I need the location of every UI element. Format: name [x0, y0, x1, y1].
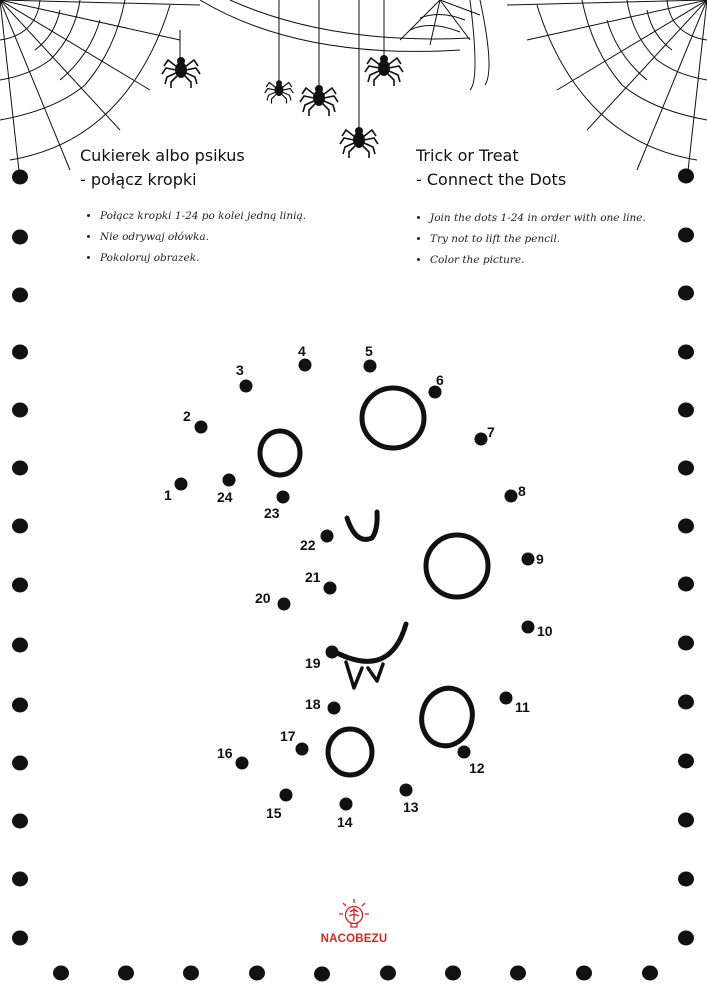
dot-label: 24: [217, 489, 233, 505]
dot-label: 5: [365, 343, 373, 359]
dot-label: 17: [280, 728, 296, 744]
dot-label: 2: [183, 408, 191, 424]
dot-label: 3: [236, 362, 244, 378]
list-item: • Połącz kropki 1-24 po kolei jedną linią.: [100, 206, 306, 227]
list-item: • Nie odrywaj ołówka.: [100, 227, 306, 248]
english-title-line1: Trick or Treat: [416, 146, 519, 165]
dot-label: 21: [305, 569, 321, 585]
dot-label: 10: [537, 623, 553, 639]
dot-label: 8: [518, 483, 526, 499]
dot-label: 4: [298, 343, 306, 359]
polish-title-line2: - połącz kropki: [80, 170, 197, 189]
list-item: • Color the picture.: [430, 250, 646, 271]
list-item: • Pokoloruj obrazek.: [100, 248, 306, 269]
dot-label: 14: [337, 814, 353, 830]
dot-label: 7: [487, 424, 495, 440]
dot-label: 22: [300, 537, 316, 553]
brand-name: NACOBEZU: [320, 933, 388, 945]
dot-label: 9: [536, 551, 544, 567]
list-item: • Try not to lift the pencil.: [430, 229, 646, 250]
dot-label: 6: [436, 372, 444, 388]
dot-label: 23: [264, 505, 280, 521]
dot-label: 13: [403, 799, 419, 815]
dot-label: 16: [217, 745, 233, 761]
english-title-line2: - Connect the Dots: [416, 170, 567, 189]
list-item: • Join the dots 1-24 in order with one line.: [430, 208, 646, 229]
dot-label: 1: [164, 487, 172, 503]
dot-label: 20: [255, 590, 271, 606]
dot-label: 19: [305, 655, 321, 671]
dot-label: 11: [515, 699, 530, 715]
polish-title-line1: Cukierek albo psikus: [80, 146, 245, 165]
dot-label: 12: [469, 760, 485, 776]
lightbulb-brain-icon: [339, 899, 369, 927]
dot-label: 18: [305, 696, 321, 712]
dot-label: 15: [266, 805, 282, 821]
